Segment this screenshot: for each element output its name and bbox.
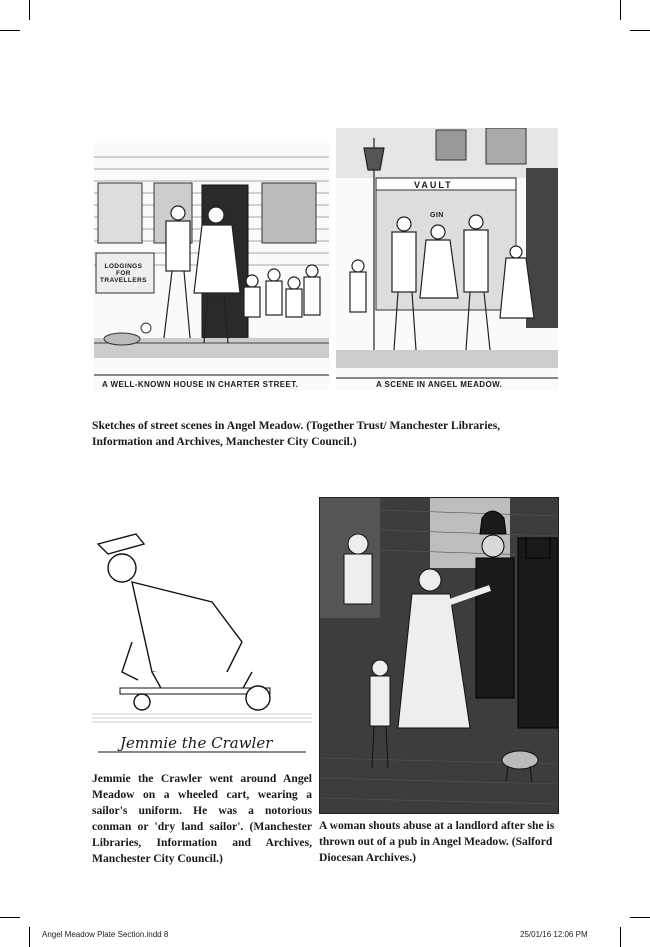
footer-file-name: Angel Meadow Plate Section.indd 8 (42, 930, 169, 939)
crop-mark-top-left-h (0, 30, 20, 31)
jemmie-crawler-illustration (92, 522, 312, 767)
sign-line-travellers: TRAVELLERS (100, 277, 147, 284)
crop-mark-top-right-h (630, 30, 650, 31)
crop-mark-top-right-v (620, 0, 621, 20)
crop-mark-bottom-right-v (620, 927, 621, 947)
angel-meadow-scene-illustration (336, 128, 558, 390)
charter-street-sign (100, 263, 147, 284)
jemmie-caption: Jemmie the Crawler went around Angel Meadow on a wheeled cart, wearing a sailor's uniform. He was a notorious conman or 'dry land sailor'. (Manchester Libraries, Information and Archives, Manchester City Council.) (92, 772, 312, 865)
crop-mark-top-left-v (29, 0, 30, 20)
woman-caption: A woman shouts abuse at a landlord after she is thrown out of a pub in Angel Meadow. (Salford Diocesan Archives.) (319, 819, 555, 864)
jemmie-signature: Jemmie the Crawler (120, 734, 273, 752)
charter-street-label: A WELL-KNOWN HOUSE IN CHARTER STREET. (102, 380, 299, 389)
crop-mark-bottom-left-v (29, 927, 30, 947)
crop-mark-bottom-right-h (630, 917, 650, 918)
sign-line-lodgings: LODGINGS (104, 263, 143, 270)
top-caption: Sketches of street scenes in Angel Meadow. (Together Trust/ Manchester Libraries, Information and Archives, Manchester City Council.) (92, 419, 501, 448)
charter-street-illustration (94, 143, 329, 390)
sign-line-for: FOR (115, 270, 131, 277)
woman-shouting-illustration (319, 497, 559, 814)
vault-sign: VAULT (414, 180, 453, 190)
crop-mark-bottom-left-h (0, 917, 20, 918)
footer-timestamp: 25/01/16 12:06 PM (520, 930, 588, 939)
angel-meadow-scene-label: A SCENE IN ANGEL MEADOW. (376, 380, 503, 389)
gin-sign: GIN (430, 212, 444, 219)
